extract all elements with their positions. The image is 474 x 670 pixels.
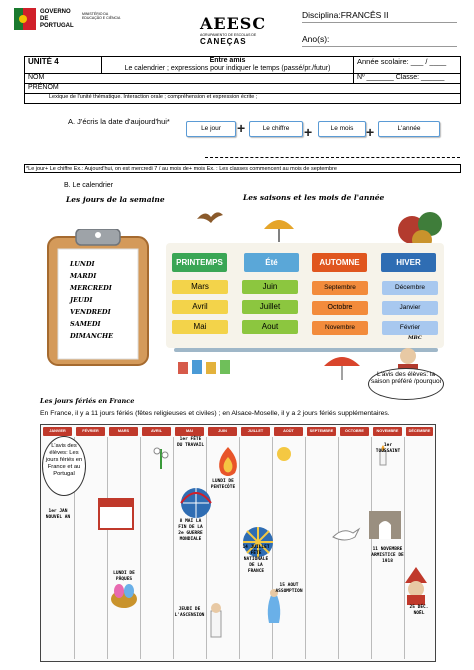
unit-number: UNITÉ 4	[25, 57, 102, 74]
month-aout: Aout	[242, 320, 298, 334]
gov-line1: GOVERNO DE	[40, 9, 71, 22]
student-opinion-bubble: L'avis des élèves: la saison préféré /pourquoi	[368, 368, 444, 400]
season-printemps: PRINTEMPS	[172, 253, 227, 272]
school-logo	[200, 14, 266, 48]
section-b-title: B. Le calendrier	[64, 182, 114, 189]
student-opinion-bubble-holidays: L'avis des élèves: Les jours fériés en France et au Portugal	[42, 436, 86, 496]
season-hiver: HIVER	[381, 253, 436, 272]
arc-de-triomphe-icon	[365, 505, 405, 541]
number-class-field[interactable]	[354, 74, 461, 84]
month-header: DÉCEMBRE	[406, 427, 433, 436]
nom-field[interactable]: NOM	[25, 74, 354, 84]
autumn-umbrella-icon	[322, 352, 362, 382]
month-column	[305, 437, 339, 659]
divider	[302, 46, 457, 47]
event-ascension: JEUDI DE L'ASCENSION	[174, 607, 205, 618]
gov-line2: PORTUGAL	[40, 23, 74, 29]
event-toussaint: 1er TOUSSAINT	[375, 443, 401, 454]
chip-chiffre: Le chiffre	[249, 121, 303, 137]
days-list	[70, 258, 113, 342]
event-assomption: 15 AOUT ASSOMPTION	[275, 583, 303, 594]
plus-sign: +	[237, 120, 246, 136]
month-mars: Mars	[172, 280, 228, 294]
plus-sign: +	[366, 124, 375, 140]
discipline-label: Disciplina:FRANCÊS II	[302, 10, 389, 20]
month-header: OCTOBRE	[340, 427, 369, 436]
day-lundi: LUNDI	[70, 260, 95, 268]
month-septembre: Septembre	[312, 281, 368, 295]
holidays-intro: En France, il y a 11 jours fériés (fêtes religieuses et civiles) ; en Alsace-Moselle, il y a 2 jours fériés supplémentaires.	[40, 410, 390, 417]
flag-mark-icon	[14, 8, 36, 30]
plus-sign: +	[304, 124, 313, 140]
day-vendredi: VENDREDI	[70, 308, 111, 316]
month-header: AOÛT	[274, 427, 303, 436]
muguet-flower-icon	[151, 443, 171, 469]
month-janvier: Janvier	[382, 301, 438, 315]
unit-topic: Le calendrier ; expressions pour indiquer le temps (passé/pr./futur)	[124, 65, 331, 72]
month-header: MARS	[109, 427, 138, 436]
santa-icon	[401, 565, 431, 605]
ascension-figure-icon	[201, 601, 231, 641]
month-fevrier: Février	[382, 321, 438, 335]
holidays-calendar	[40, 424, 436, 662]
day-dimanche: DIMANCHE	[70, 332, 114, 340]
event-lundi-paques: LUNDI DE PÂQUES	[113, 571, 135, 582]
answer-line[interactable]	[205, 157, 460, 158]
holidays-title: Les jours fériés en France	[40, 397, 135, 405]
month-header: MAI	[175, 427, 204, 436]
classe-field[interactable]: Classe: ______	[395, 74, 445, 81]
calendar-page-icon	[95, 495, 137, 531]
month-header: NOVEMBRE	[373, 427, 402, 436]
month-column	[140, 437, 174, 659]
numero-field[interactable]: Nº _______	[357, 74, 394, 81]
month-header: JANVIER	[43, 427, 72, 436]
month-column	[272, 437, 306, 659]
season-ete: Été	[244, 253, 299, 272]
day-mercredi: MERCREDI	[70, 284, 112, 292]
event-14-juillet: 14 JUILLET FÊTE NATIONALE DE LA FRANCE	[242, 545, 270, 574]
chip-annee: L'année	[378, 121, 440, 137]
month-decembre: Décembre	[382, 281, 438, 295]
school-logo-subtitle: AGRUPAMENTO DE ESCOLAS DE	[200, 33, 257, 37]
seasons-title: Les saisons et les mois de l'année	[243, 193, 385, 202]
chip-jour: Le jour	[186, 121, 236, 137]
event-fete-travail: 1er FÊTE DU TRAVAIL	[176, 437, 205, 448]
day-mardi: MARDI	[70, 272, 97, 280]
month-novembre: Novembre	[312, 321, 368, 335]
month-mai: Mai	[172, 320, 228, 334]
month-header: FÉVRIER	[76, 427, 105, 436]
event-pentecote: LUNDI DE PENTECÔTE	[210, 479, 236, 490]
prenom-field[interactable]: PRÉNOM	[25, 84, 461, 94]
sun-icon	[273, 443, 295, 465]
unit-title-cell	[102, 57, 354, 74]
month-header: AVRIL	[142, 427, 171, 436]
season-automne: AUTOMNE	[312, 253, 367, 272]
school-logo-city: CANEÇAS	[200, 37, 247, 46]
month-juillet: Juillet	[242, 300, 298, 314]
school-year-field[interactable]: Année scolaire: ___ / ____	[354, 57, 461, 74]
event-noel: 25 DÉC. NOËL	[409, 605, 429, 616]
birdhouses-icon	[176, 354, 232, 376]
lexique-line: Lexique de l'unité thématique. Interaction orale ; compréhension et expression écrite ;	[25, 94, 461, 104]
month-header: JUILLET	[241, 427, 270, 436]
birds-icon	[195, 205, 225, 227]
month-avril: Avril	[172, 300, 228, 314]
date-rule-box: *Le jour+ Le chiffre Ex.: Aujourd'hui, on est mercredi 7 / au mois de+ mois Ex. : Les classes commencent au mois de septembre	[24, 164, 461, 173]
event-nouvel-an: 1er JAN NOUVEL AN	[45, 509, 71, 520]
day-jeudi: JEUDI	[70, 296, 93, 304]
divider	[302, 22, 457, 23]
month-column	[107, 437, 141, 659]
section-a-title: A. J'écris la date d'aujourd'hui*	[68, 117, 170, 126]
month-header: JUIN	[208, 427, 237, 436]
chip-mois: Le mois	[318, 121, 366, 137]
years-label: Ano(s):	[302, 34, 330, 44]
umbrella-icon	[262, 215, 296, 243]
dove-icon	[331, 525, 361, 545]
month-column	[338, 437, 372, 659]
month-octobre: Octobre	[312, 301, 368, 315]
ministry-text: MINISTÉRIO DA EDUCAÇÃO E CIÊNCIA	[82, 12, 121, 20]
artist-signature: MBC	[408, 335, 422, 341]
month-header: SEPTEMBRE	[307, 427, 336, 436]
days-title: Les jours de la semaine	[66, 195, 165, 204]
day-samedi: SAMEDI	[70, 320, 101, 328]
school-logo-acronym: AEESC	[200, 14, 267, 33]
government-logo	[14, 8, 124, 32]
unit-title: Entre amis	[209, 57, 246, 64]
student-info-table	[24, 56, 461, 104]
event-8-mai: 8 MAI LA FIN DE LA 2e GUERRE MONDIALE	[178, 519, 203, 542]
event-armistice: 11 NOVEMBRE ARMISTICE DE 1918	[371, 547, 404, 564]
month-juin: Juin	[242, 280, 298, 294]
pentecost-flame-icon	[213, 445, 243, 479]
